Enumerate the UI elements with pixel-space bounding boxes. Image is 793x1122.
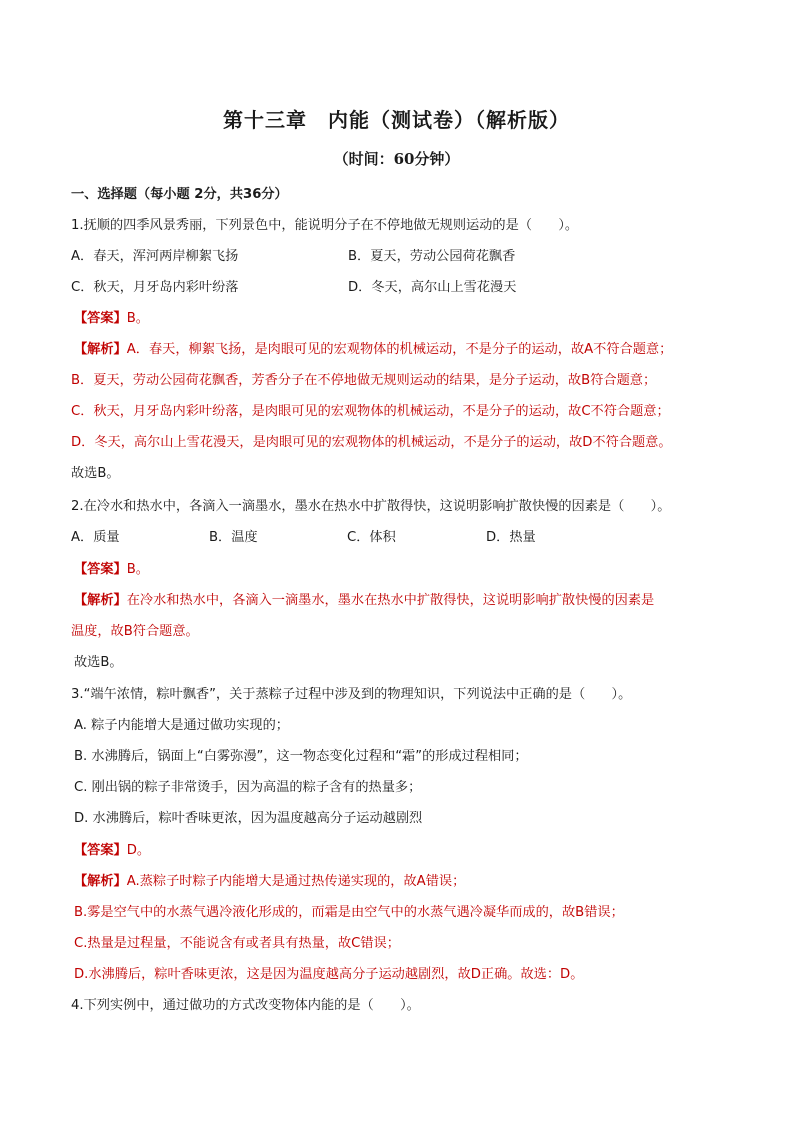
q2-analysis-2: 温度，故B符合题意。 bbox=[71, 624, 199, 639]
time-limit: （时间：60分钟） bbox=[333, 150, 460, 168]
q1-conclusion: 故选B。 bbox=[71, 466, 120, 481]
answer-tag: 【答案】 bbox=[74, 562, 127, 577]
section-heading: 一、选择题（每小题 2分，共36分） bbox=[71, 187, 288, 202]
q1-analysis-1: 【解析】A．春天，柳絮飞扬，是肉眼可见的宏观物体的机械运动，不是分子的运动，故A不符合题意； bbox=[74, 342, 673, 357]
q2-answer bbox=[74, 561, 149, 579]
q1-analysis-2: B．夏天，劳动公园荷花飘香，芳香分子在不停地做无规则运动的结果，是分子运动，故B符合题意； bbox=[71, 373, 657, 388]
q1-analysis-4: D．冬天，高尔山上雪花漫天，是肉眼可见的宏观物体的机械运动，不是分子的运动，故D不符合题意。 bbox=[71, 435, 672, 450]
analysis-tag: 【解析】 bbox=[74, 874, 127, 889]
q3-option-c: C. 刚出锅的粽子非常烫手，因为高温的粽子含有的热量多； bbox=[74, 780, 422, 795]
q2-option-c: C．体积 bbox=[347, 530, 396, 545]
answer-tag: 【答案】 bbox=[74, 311, 127, 326]
q3-option-d: D. 水沸腾后，粽叶香味更浓，因为温度越高分子运动越剧烈 bbox=[74, 811, 423, 826]
q2-conclusion: 故选B。 bbox=[74, 655, 123, 670]
q1-analysis-3: C．秋天，月牙岛内彩叶纷落，是肉眼可见的宏观物体的机械运动，不是分子的运动，故C不符合题意； bbox=[71, 404, 670, 419]
q3-answer bbox=[74, 842, 150, 860]
q1-option-c: C．秋天，月牙岛内彩叶纷落 bbox=[71, 280, 239, 295]
q1-option-a: A．春天，浑河两岸柳絮飞扬 bbox=[71, 249, 239, 264]
q3-option-a: A. 粽子内能增大是通过做功实现的； bbox=[74, 718, 289, 733]
q2-option-d: D．热量 bbox=[486, 530, 536, 545]
q3-analysis-4: D.水沸腾后，粽叶香味更浓，这是因为温度越高分子运动越剧烈，故D正确。故选：D。 bbox=[74, 967, 584, 982]
q3-analysis-2: B.雾是空气中的水蒸气遇冷液化形成的，而霜是由空气中的水蒸气遇冷凝华而成的，故B错误； bbox=[74, 905, 624, 920]
q1-option-b: B．夏天，劳动公园荷花飘香 bbox=[348, 249, 516, 264]
q1-option-d: D．冬天，高尔山上雪花漫天 bbox=[348, 280, 517, 295]
page-title: 第十三章 内能（测试卷）（解析版） bbox=[223, 108, 570, 132]
q4-stem: 4.下列实例中，通过做功的方式改变物体内能的是（ ）。 bbox=[71, 998, 420, 1013]
answer-value: B。 bbox=[126, 311, 149, 326]
q2-analysis-1: 【解析】在冷水和热水中，各滴入一滴墨水，墨水在热水中扩散得快，这说明影响扩散快慢的因素是 bbox=[74, 593, 655, 608]
q1-answer bbox=[74, 310, 149, 328]
answer-tag: 【答案】 bbox=[74, 843, 127, 858]
q3-analysis-1: 【解析】A.蒸粽子时粽子内能增大是通过热传递实现的，故A错误； bbox=[74, 874, 466, 889]
q2-option-a: A．质量 bbox=[71, 530, 120, 545]
answer-value: D。 bbox=[126, 843, 151, 858]
q2-option-b: B．温度 bbox=[209, 530, 258, 545]
q3-option-b: B. 水沸腾后，锅面上“白雾弥漫”，这一物态变化过程和“霜”的形成过程相同； bbox=[74, 749, 528, 764]
q3-analysis-3: C.热量是过程量，不能说含有或者具有热量，故C错误； bbox=[74, 936, 400, 951]
q1-stem: 1.抚顺的四季风景秀丽，下列景色中，能说明分子在不停地做无规则运动的是（ ）。 bbox=[71, 218, 579, 233]
q3-stem: 3.“端午浓情，粽叶飘香”，关于蒸粽子过程中涉及到的物理知识，下列说法中正确的是（ ）。 bbox=[71, 687, 632, 702]
analysis-tag: 【解析】 bbox=[74, 342, 127, 357]
q2-stem: 2.在冷水和热水中，各滴入一滴墨水，墨水在热水中扩散得快，这说明影响扩散快慢的因素是（ ）。 bbox=[71, 499, 671, 514]
answer-value: B。 bbox=[126, 562, 149, 577]
analysis-tag: 【解析】 bbox=[74, 593, 127, 608]
